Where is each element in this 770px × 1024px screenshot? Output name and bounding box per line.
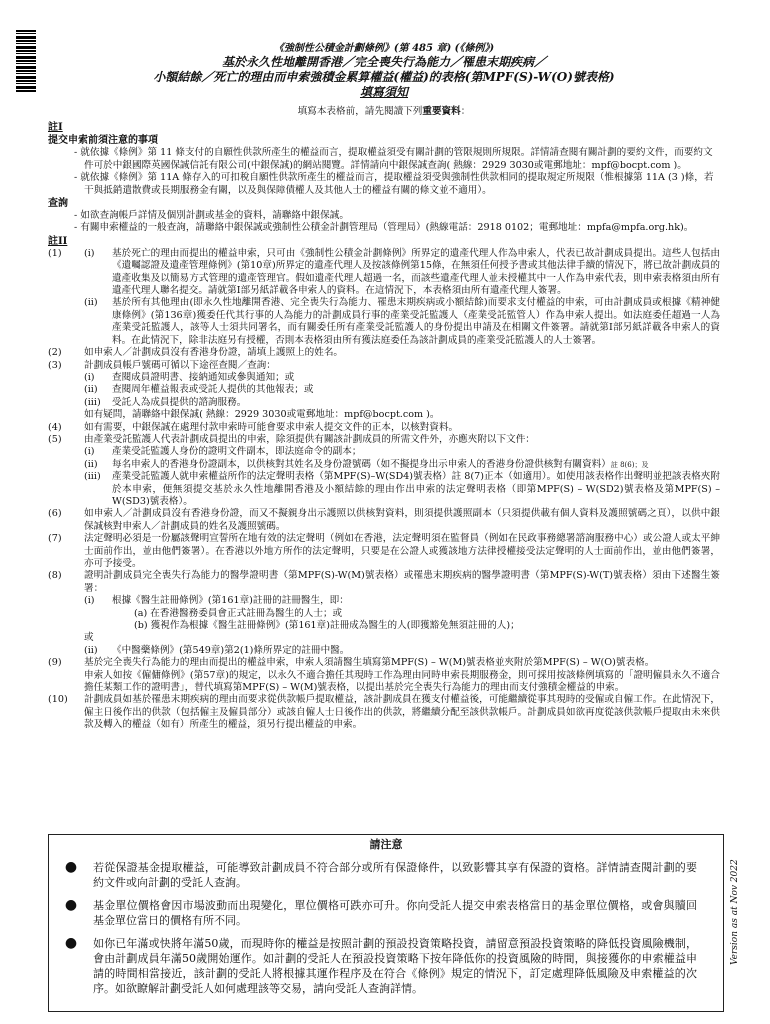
note1-bullet-2: - 就依據《條例》第 11A 條存入的可扣稅自願性供款所產生的權益而言，提取權益須受與強制性供款相同的提取規定所規限（惟根據第 11A (3 )條，若干與抵銷遣散費或長期服務金有關，以及與保障債權人及其他人士的權益有關的條文並不適用）。 (74, 172, 714, 196)
form-header (48, 42, 720, 100)
notice-item-2: ● 基金單位價格會因市場波動而出現變化，單位價格可跌亦可升。你向受託人提交申索表格當日的基金單位價格，或會與贖回基金單位當日的價格有所不同。 (49, 898, 723, 928)
item-8-a: (a) 在香港醫務委員會正式註冊為醫生的人士；或 (134, 607, 343, 619)
notice-item-3: ● 如你已年滿或快將年滿50歲，而現時你的權益是按照計劃的預設投資策略投資，請留意預設投資策略的降低投資風險機制，會由計劃成員年滿50歲開始運作。如計劃的受託人在預設投資策略下按年降低你的投資風險的時間，與接獲你的申索權益申請的時間相當接近，該計劃的受託人將根據其運作程序及在符合《條例》規定的情況下，訂定處理降低風險及申索權益的次序。如欲瞭解計劃受託人如何處理該等交易，請向受託人查詢詳情。 (49, 936, 723, 996)
enquiry-bullet-2: - 有關申索權益的一般查詢，請聯絡中銀保誠或強制性公積金計劃管理局（管理局）(熱線電話：2918 0102；電郵地址：mpfa@mpfa.org.hk)。 (74, 222, 694, 234)
bullet-icon: ● (64, 859, 78, 875)
item-3: (3) 計劃成員帳戶號碼可循以下途徑查閱／查詢： (48, 359, 276, 371)
item-9-para2: 申索人如按《僱傭條例》(第57章)的規定，以永久不適合擔任其現時工作為理由同時申索長期服務金，則可採用按該條例填寫的「證明僱員永久不適合擔任某類工作的證明書」，替代填寫第MPF(S) – W(M)號表格，以提出基於完全喪失行為能力的理由而支付強積金權益的申索。 (84, 669, 720, 694)
bullet-icon: ● (64, 935, 78, 951)
enquiry-label: 查詢 (48, 198, 68, 210)
item-4: (4) 如有需要，中銀保誠在處理付款申索時可能會要求申索人提交文件的正本，以核對資料。 (48, 421, 459, 433)
note2-label: 註II (48, 235, 68, 247)
item-8: (8) 證明計劃成員完全喪失行為能力的醫學證明書（第MPF(S)-W(M)號表格）或罹患末期疾病的醫學證明書（第MPF(S)-W(T)號表格）須由下述醫生簽署： (48, 570, 720, 594)
intro-text: 填寫本表格前，請先閱讀下列重要資料： (297, 106, 471, 117)
item-8-ii: (ii) 《中醫藥條例》(第549章)第2(1)條所界定的註冊中醫。 (84, 644, 350, 656)
item-3-i: (i) 查閱成員證明書、接納通知或參與通知；或 (84, 371, 295, 383)
notice-box (48, 834, 724, 1012)
header-title-line2: 小額結餘／死亡的理由而申索強積金累算權益(權益)的表格(第MPF(S)-W(O)號表格) (153, 70, 615, 84)
item-8-b: (b) 獲視作為根據《醫生註冊條例》(第161章)註冊成為醫生的人(即獲豁免無須註冊的人)； (134, 620, 520, 632)
note1-bullet-1: - 就依據《條例》第 11 條支付的自願性供款所產生的權益而言，提取權益須受有關計劃的管限規則所規限。詳情請查閱有關計劃的要約文件，而要約文件可於中銀國際英國保誠信託有限公司(中銀保誠)的網站閱覽。詳情請向中銀保誠查詢( 熱線：2929 3030或電郵地址：mpf@bocpt.com )。 (74, 147, 713, 171)
item-6: (6) 如申索人／計劃成員沒有香港身份證，而又不擬親身出示護照以供核對資料，則須提供護照副本（只須提供載有個人資料及護照號碼之頁），以供中銀保誠核對申索人／計劃成員的姓名及護照號碼。 (48, 508, 720, 532)
item-8-or: 或 (84, 632, 94, 644)
item-5-ii: (ii) 每名申索人的香港身份證副本，以供核對其姓名及身份證號碼（如不擬提身出示申索人的香港身份證供核對有關資料）註 8(6)；及 (84, 458, 649, 470)
enquiry-bullet-1: - 如欲查詢帳戶詳情及個別計劃或基金的資料，請聯絡中銀保誠。 (74, 210, 349, 222)
item-3-enquiry: 如有疑問，請聯絡中銀保誠( 熱線：2929 3030或電郵地址：mpf@bocpt.com )。 (84, 409, 440, 421)
item-5-i: (i) 產業受託監護人身份的證明文件副本，即法庭命令的副本； (84, 446, 362, 458)
barcode (16, 30, 36, 92)
item-9: (9) 基於完全喪失行為能力的理由而提出的權益申索，申索人須請醫生填寫第MPF(S) – W(M)號表格並夾附於第MPF(S) – W(O)號表格。 (48, 657, 655, 669)
header-title-line3: 填寫須知 (359, 85, 408, 99)
item-10: (10) 計劃成員如基於罹患末期疾病的理由而要求從供款帳戶提取權益，該計劃成員在獲支付權益後，可能繼續從事其現時的受僱或自僱工作。在此情況下，僱主日後作出的供款（包括僱主及僱員部分）或該自僱人士日後作出的供款，將繼續分配至該供款帳戶。計劃成員如欲再度從該供款帳戶提取由未來供款及轉入的權益（如有）所產生的權益，須另行提出權益的申索。 (48, 694, 720, 731)
item-1-i: (1) (i) 基於死亡的理由而提出的權益申索，只可由《強制性公積金計劃條例》所界定的遺產代理人作為申索人，代表已故計劃成員提出。這些人包括由《遺囑認證及遺產管理條例》(第10章)所界定的遺產代理人及按該條例第15條，在無須任何授予書或其他法律手續的情況下，將已故計劃成員的遺產收集及以簡易方式管理的遺產管理官。假如遺產代理人超過一名，而該些遺產代理人並未授權其中一人作為申索代表，則申索表格須由所有遺產代理人聯名提交。請就第I部另紙詳載各申索人的資料。在這情況下，本表格須由所有遺產代理人簽署。 (48, 247, 720, 297)
item-1-ii: (ii) 基於所有其他理由(即永久性地離開香港、完全喪失行為能力、罹患末期疾病或小額結餘)而要求支付權益的申索，可由計劃成員或根據《精神健康條例》(第136章)獲委任代其行事的人為能力的計劃成員行事的產業受託監護人（產業受託監管人）作為申索人提出。如法庭委任超過一人為產業受託監護人，該等人士須共同署名，而有關委任所有產業受託監護人的身份提出申請及在相關文件簽署。請就第I部另紙詳載各申索人的資料。在此情況下，除非法庭另有授權，否則本表格須由所有獲法庭委任為該計劃成員的產業受託監護人的人士簽署。 (84, 297, 720, 346)
note1-label: 註I (48, 122, 63, 134)
notice-item-1: ● 若從保證基金提取權益，可能導致計劃成員不符合部分或所有保證條件，以致影響其享有保證的資格。詳情請查閱計劃的要約文件或向計劃的受託人查詢。 (49, 860, 723, 890)
item-8-i: (i) 根據《醫生註冊條例》(第161章)註冊的註冊醫生，即： (84, 595, 349, 607)
header-title-line1: 基於永久性地離開香港／完全喪失行為能力／罹患末期疾病／ (221, 55, 546, 69)
bullet-icon: ● (64, 897, 78, 913)
document-body (48, 42, 720, 732)
item-5-iii: (iii) 產業受託監護人就申索權益所作的法定聲明表格（第MPF(S)–W(SD4)號表格）註 8(7)正本（如適用）。如使用該表格作出聲明並把該表格夾附於本申索，便無須提交基於永久性地離開香港及小額結餘的理由作出申索的法定聲明表格（即第MPF(S) – W(SD2)號表格及第MPF(S) – W(SD3)號表格）。 (84, 471, 720, 507)
item-3-ii: (ii) 查閱周年權益報表或受託人提供的其他報表；或 (84, 384, 314, 396)
header-ordinance: 《強制性公積金計劃條例》(第 485 章) (《條例》) (273, 43, 495, 54)
item-5: (5) 由產業受託監護人代表計劃成員提出的申索，除須提供有關該計劃成員的所需文件外，亦應夾附以下文件： (48, 433, 535, 445)
note1-title: 提交申索前須注意的事項 (48, 135, 158, 147)
version-label: Version as at Nov 2022 (730, 859, 740, 965)
notice-title: 請注意 (369, 838, 403, 851)
item-3-iii: (iii) 受託人為成員提供的諮詢服務。 (84, 396, 247, 408)
item-7: (7) 法定聲明必須是一份屬該聲明宣誓所在地有效的法定聲明（例如在香港，法定聲明須在監督員（例如在民政事務總署諮詢服務中心）或公證人或太平紳士面前作出，並由他們簽署）。在香港以外地方所作的法定聲明，只要是在公證人或獲該地方法律授權接受法定聲明的人士面前作出，並由他們簽署，亦可予接受。 (48, 533, 720, 569)
item-2: (2) 如申索人／計劃成員沒有香港身份證，請填上護照上的姓名。 (48, 347, 344, 359)
